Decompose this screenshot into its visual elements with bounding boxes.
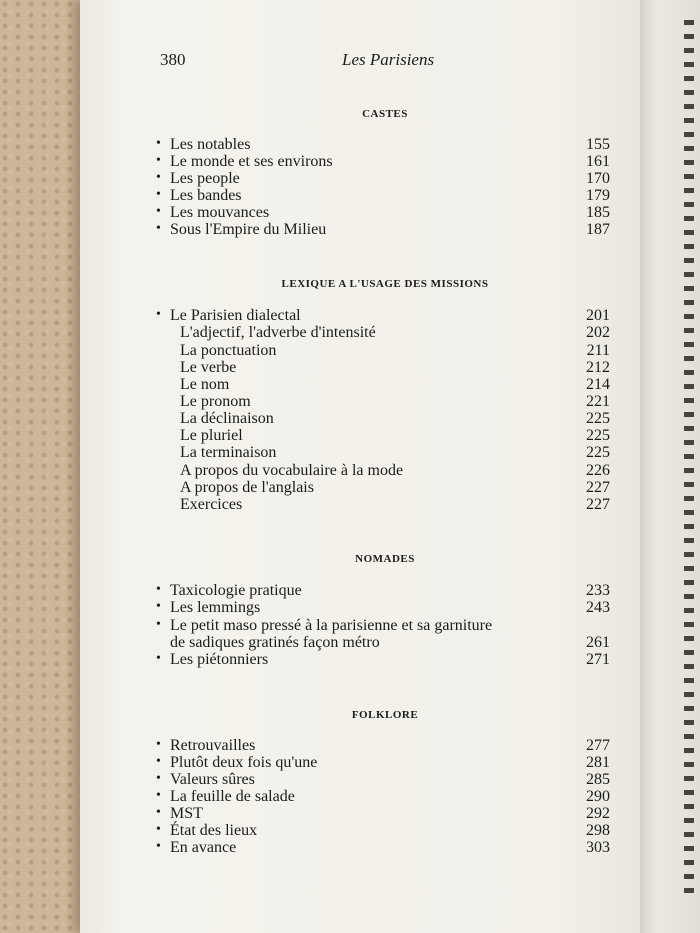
- toc-entry: [156, 737, 610, 755]
- section-title-lexique: LEXIQUE A L'USAGE DES MISSIONS: [281, 278, 489, 290]
- toc-entry-title: La feuille de salade: [170, 788, 295, 805]
- toc-entry-title: La terminaison: [180, 444, 277, 461]
- toc-entry-page: 185: [586, 204, 610, 221]
- toc-entry-title: de sadiques gratinés façon métro: [170, 634, 380, 651]
- toc-entry-title: Valeurs sûres: [170, 771, 255, 788]
- toc-entry-page: 285: [586, 771, 610, 788]
- toc-entry: [156, 754, 610, 772]
- page-number: 380: [160, 50, 186, 69]
- toc-entry-page: 233: [586, 582, 610, 599]
- toc-entry-page: 303: [586, 839, 610, 856]
- toc-entry-page: 212: [586, 359, 610, 376]
- toc-entry-title: A propos du vocabulaire à la mode: [180, 462, 404, 479]
- page-header: [160, 50, 580, 72]
- toc-entry-title: État des lieux: [170, 822, 258, 839]
- toc-entry-title: Plutôt deux fois qu'une: [170, 754, 318, 771]
- toc-entry-page: 227: [586, 496, 610, 513]
- toc-entry-title: A propos de l'anglais: [180, 479, 314, 496]
- toc-entry: [156, 788, 610, 806]
- section-title-castes: CASTES: [362, 108, 408, 120]
- toc-entry-title: Le nom: [180, 376, 230, 393]
- toc-entry-page: 298: [586, 822, 610, 839]
- toc-entry-page: 277: [586, 737, 610, 754]
- toc-entry-title: Le petit maso pressé à la parisienne et sa garniture: [170, 617, 493, 634]
- toc-entry-page: 211: [586, 342, 610, 359]
- toc-entry-page: 290: [586, 788, 610, 805]
- bullet-icon: •: [156, 307, 161, 322]
- toc-entry: [156, 153, 610, 171]
- bullet-icon: •: [156, 805, 161, 820]
- toc-entry-page: 226: [586, 462, 610, 479]
- toc-entry-title: Le Parisien dialectal: [170, 307, 301, 324]
- toc-entry-page: 225: [586, 410, 610, 427]
- toc-entry: [156, 599, 610, 617]
- toc-entry-page: 161: [586, 153, 610, 170]
- toc-entry-page: 243: [586, 599, 610, 616]
- toc-entry-page: 281: [586, 754, 610, 771]
- toc-entry-title: Le monde et ses environs: [170, 153, 333, 170]
- toc-subentry: [156, 444, 610, 462]
- toc-subentry: [156, 376, 610, 394]
- toc-entry-title: Le pronom: [180, 393, 251, 410]
- toc-entry-page: 155: [586, 136, 610, 153]
- toc-entry-page: 225: [586, 427, 610, 444]
- toc-entry-title: En avance: [170, 839, 237, 856]
- toc-entry: [156, 617, 610, 635]
- toc-entry: [156, 170, 610, 188]
- toc-entry: [156, 651, 610, 669]
- section-title-nomades: NOMADES: [355, 553, 415, 565]
- bullet-icon: •: [156, 651, 161, 666]
- bullet-icon: •: [156, 788, 161, 803]
- bullet-icon: •: [156, 204, 161, 219]
- toc-entry-page: 271: [586, 651, 610, 668]
- toc-entry: [156, 582, 610, 600]
- toc-entry-title: L'adjectif, l'adverbe d'intensité: [180, 324, 376, 341]
- toc-entry-page: 221: [586, 393, 610, 410]
- bullet-icon: •: [156, 170, 161, 185]
- binding-spiral: [684, 20, 694, 900]
- toc-subentry: [156, 462, 610, 480]
- toc-entry-title: Les bandes: [170, 187, 242, 204]
- toc-entry: [156, 221, 610, 239]
- toc-entry: [156, 822, 610, 840]
- toc-entry-title: Les piétonniers: [170, 651, 269, 668]
- bullet-icon: •: [156, 771, 161, 786]
- toc-subentry: [156, 393, 610, 411]
- toc-entry-title: Les notables: [170, 136, 251, 153]
- toc-entry-title: Exercices: [180, 496, 243, 513]
- toc-entry-page: 201: [586, 307, 610, 324]
- toc-entry-title: Retrouvailles: [170, 737, 256, 754]
- toc-entry-title: Taxicologie pratique: [170, 582, 302, 599]
- toc-entry-continuation: [156, 634, 610, 652]
- toc-entry-title: Sous l'Empire du Milieu: [170, 221, 327, 238]
- bullet-icon: •: [156, 136, 161, 151]
- toc-entry-title: La déclinaison: [180, 410, 274, 427]
- toc-entry: [156, 187, 610, 205]
- toc-entry: [156, 204, 610, 222]
- toc-subentry: [156, 427, 610, 445]
- bullet-icon: •: [156, 822, 161, 837]
- toc-entry-title: Les people: [170, 170, 240, 187]
- toc-entry: [156, 805, 610, 823]
- toc-entry-page: 292: [586, 805, 610, 822]
- toc-entry-page: 214: [586, 376, 610, 393]
- bullet-icon: •: [156, 617, 161, 632]
- toc-entry-page: 179: [586, 187, 610, 204]
- bullet-icon: •: [156, 582, 161, 597]
- toc-subentry: [156, 324, 610, 342]
- toc-entry-title: Les lemmings: [170, 599, 261, 616]
- bullet-icon: •: [156, 839, 161, 854]
- bullet-icon: •: [156, 737, 161, 752]
- toc-entry-title: MST: [170, 805, 203, 822]
- toc-entry-title: Le verbe: [180, 359, 237, 376]
- toc-entry-page: 227: [586, 479, 610, 496]
- toc-entry-title: Le pluriel: [180, 427, 243, 444]
- toc-entry-title: Les mouvances: [170, 204, 270, 221]
- toc-subentry: [156, 342, 610, 360]
- toc-subentry: [156, 479, 610, 497]
- bullet-icon: •: [156, 221, 161, 236]
- running-title: Les Parisiens: [342, 50, 435, 69]
- toc-entry-page: 261: [586, 634, 610, 651]
- bullet-icon: •: [156, 187, 161, 202]
- toc-entry-page: 187: [586, 221, 610, 238]
- bullet-icon: •: [156, 153, 161, 168]
- bullet-icon: •: [156, 599, 161, 614]
- toc-entry-page: 225: [586, 444, 610, 461]
- toc-subentry: [156, 410, 610, 428]
- toc-entry: [156, 771, 610, 789]
- toc-entry: [156, 839, 610, 857]
- toc-entry-page: 170: [586, 170, 610, 187]
- toc-entry: [156, 136, 610, 154]
- toc-entry: [156, 307, 610, 325]
- toc-subentry: [156, 359, 610, 377]
- toc-subentry: [156, 496, 610, 514]
- toc-entry-page: 202: [586, 324, 610, 341]
- toc-entry-title: La ponctuation: [180, 342, 277, 359]
- bullet-icon: •: [156, 754, 161, 769]
- section-title-folklore: FOLKLORE: [351, 709, 419, 721]
